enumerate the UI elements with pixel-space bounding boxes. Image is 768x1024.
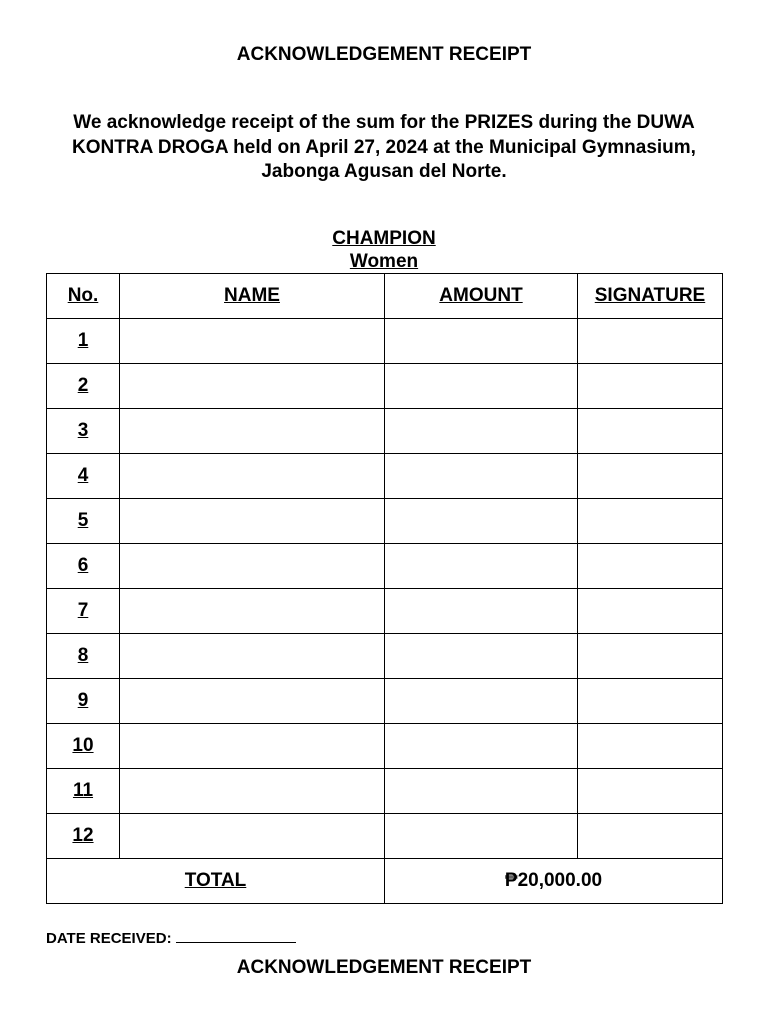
row-name-cell [120,499,385,544]
row-name-cell [120,679,385,724]
row-name-cell [120,409,385,454]
row-signature-cell [578,814,723,859]
total-label: TOTAL [47,859,385,904]
row-amount-cell [385,589,578,634]
table-row [47,499,723,544]
table-row [47,724,723,769]
row-amount-cell [385,769,578,814]
row-number: 11 [47,769,120,814]
row-number: 8 [47,634,120,679]
row-name-cell [120,364,385,409]
receipt-statement: We acknowledge receipt of the sum for the PRIZES during the DUWA KONTRA DROGA held on April 27, 2024 at the Municipal Gymnasium, Jabonga Agusan del Norte. [72,112,696,182]
table-row [47,679,723,724]
table-row [47,634,723,679]
row-amount-cell [385,409,578,454]
row-name-cell [120,544,385,589]
row-amount-cell [385,364,578,409]
row-number: 2 [47,364,120,409]
page-title: ACKNOWLEDGEMENT RECEIPT [236,44,532,65]
row-number: 4 [47,454,120,499]
row-number: 7 [47,589,120,634]
row-name-cell [120,319,385,364]
row-signature-cell [578,364,723,409]
row-signature-cell [578,769,723,814]
row-name-cell [120,589,385,634]
row-amount-cell [385,814,578,859]
row-name-cell [120,769,385,814]
table-row [47,364,723,409]
section-subtitle: Women [349,251,419,272]
row-number: 6 [47,544,120,589]
row-number: 9 [47,679,120,724]
receipt-table [46,273,723,904]
table-row [47,769,723,814]
row-signature-cell [578,634,723,679]
row-signature-cell [578,499,723,544]
row-signature-cell [578,724,723,769]
column-header-amount: AMOUNT [385,274,578,319]
row-number: 5 [47,499,120,544]
row-name-cell [120,724,385,769]
table-row [47,544,723,589]
row-signature-cell [578,319,723,364]
row-signature-cell [578,409,723,454]
date-received-label: DATE RECEIVED: [46,930,172,947]
date-received [46,928,296,948]
row-amount-cell [385,499,578,544]
table-row [47,814,723,859]
row-name-cell [120,634,385,679]
row-name-cell [120,814,385,859]
date-received-line [176,928,296,943]
column-header-name: NAME [120,274,385,319]
row-number: 12 [47,814,120,859]
row-amount-cell [385,679,578,724]
row-amount-cell [385,634,578,679]
table-body [47,319,723,904]
row-number: 10 [47,724,120,769]
table-row [47,409,723,454]
total-row [47,859,723,904]
table-row [47,454,723,499]
row-amount-cell [385,724,578,769]
column-header-signature: SIGNATURE [578,274,723,319]
row-amount-cell [385,319,578,364]
row-signature-cell [578,454,723,499]
row-number: 3 [47,409,120,454]
column-header-no: No. [47,274,120,319]
row-amount-cell [385,454,578,499]
table-row [47,319,723,364]
total-amount: ₱20,000.00 [385,859,723,904]
row-amount-cell [385,544,578,589]
row-signature-cell [578,679,723,724]
row-number: 1 [47,319,120,364]
section-title: CHAMPION [332,228,436,249]
row-name-cell [120,454,385,499]
table-row [47,589,723,634]
row-signature-cell [578,589,723,634]
row-signature-cell [578,544,723,589]
next-receipt-title: ACKNOWLEDGEMENT RECEIPT [236,957,532,978]
table-header-row [47,274,723,319]
